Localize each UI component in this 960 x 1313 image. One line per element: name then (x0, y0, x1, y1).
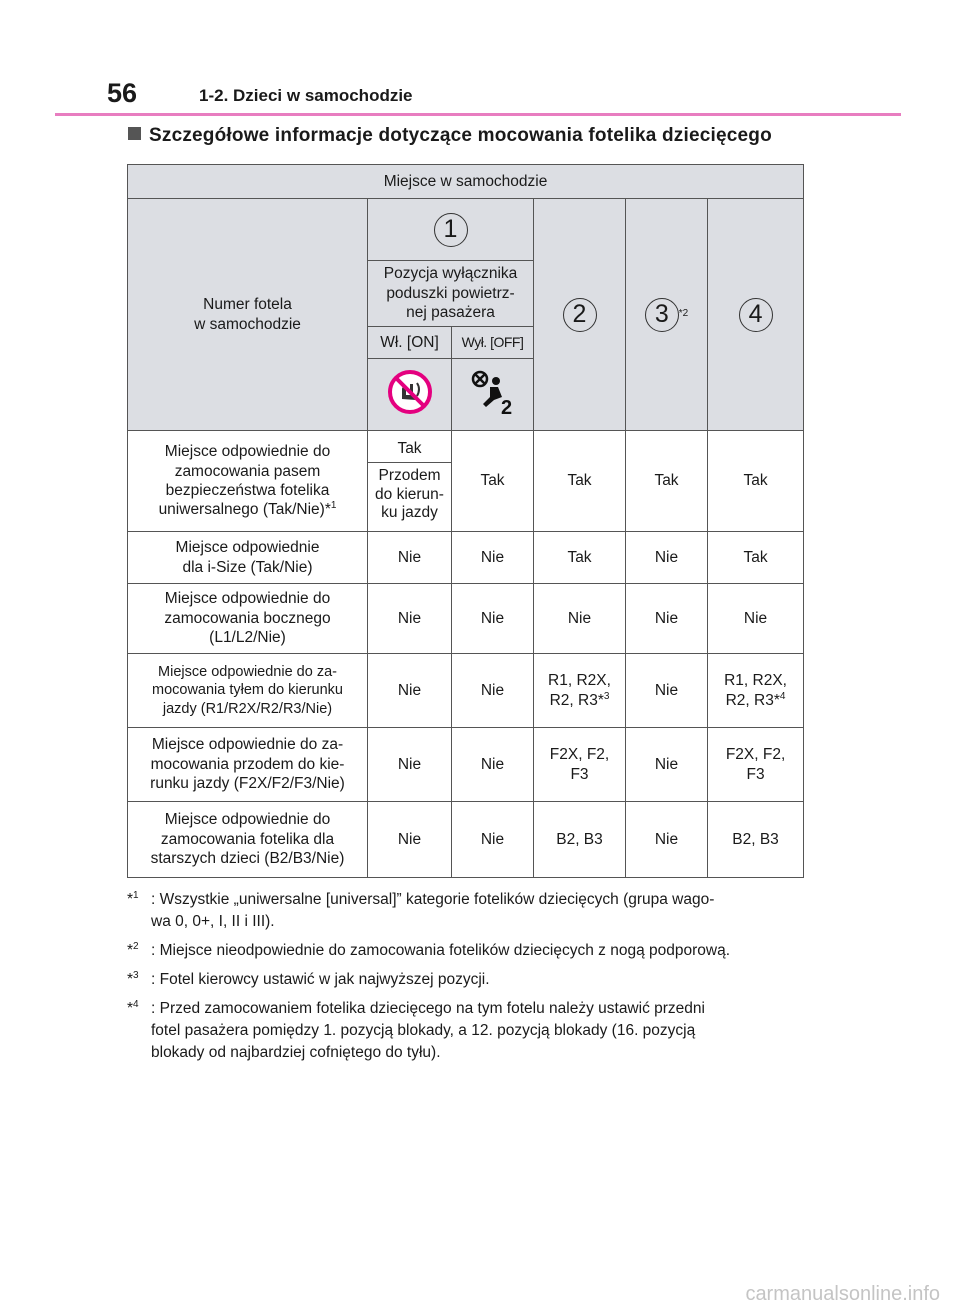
row-label: Miejsce odpowiednie do zamocowania fotelika dla starszych dzieci (B2/B3/Nie) (128, 802, 368, 878)
page-number: 56 (107, 78, 138, 108)
cell-seat2: B2, B3 (534, 802, 626, 878)
section-title: 1-2. Dzieci w samochodzie (199, 86, 413, 105)
watermark: carmanualsonline.info (745, 1283, 940, 1305)
seat-3-number: 3 (645, 298, 679, 332)
seat-number-label: Numer fotela w samochodzie (128, 199, 368, 431)
cell-seat1-off: Nie (452, 802, 534, 878)
cell-seat3: Tak (626, 431, 708, 532)
cell-seat1-off: Tak (452, 431, 534, 532)
heading-text: Szczegółowe informacje dotyczące mocowania fotelika dziecięcego (149, 125, 772, 146)
cell-seat1-off: Nie (452, 654, 534, 728)
cell-seat4: Tak (708, 431, 804, 532)
row-label: Miejsce odpowiednie do zamocowania bocznego (L1/L2/Nie) (128, 584, 368, 654)
switch-off-label: Wył. [OFF] (452, 327, 534, 359)
cell-seat1-on: Nie (368, 654, 452, 728)
cell-seat3: Nie (626, 802, 708, 878)
seat-1-number: 1 (434, 213, 468, 247)
cell-seat2: Nie (534, 584, 626, 654)
seat-3-header (626, 199, 708, 431)
table-top-header: Miejsce w samochodzie (128, 165, 804, 199)
cell-seat4: Tak (708, 532, 804, 584)
cell-seat2: F2X, F2, F3 (534, 728, 626, 802)
cell-seat3: Nie (626, 728, 708, 802)
row-label: Miejsce odpowiednie do za- mocowania tyłem do kierunku jazdy (R1/R2X/R2/R3/Nie) (128, 654, 368, 728)
airbag-off-icon (468, 367, 518, 417)
airbag-off-icon-cell (452, 359, 534, 431)
seat-2-header (534, 199, 626, 431)
seat-4-number: 4 (739, 298, 773, 332)
switch-on-label: Wł. [ON] (368, 327, 452, 359)
seat-table (127, 164, 804, 878)
row-label: Miejsce odpowiednie do zamocowania pasem bezpieczeństwa fotelika uniwersalnego (Tak/Nie)*$^1$ (128, 431, 368, 532)
cell-seat2: R1, R2X, R2, R3*$^3$ (534, 654, 626, 728)
seat-2-number: 2 (563, 298, 597, 332)
row-label: Miejsce odpowiednie dla i-Size (Tak/Nie) (128, 532, 368, 584)
header-rule (55, 113, 901, 116)
table-row (128, 532, 804, 584)
cell-seat3: Nie (626, 532, 708, 584)
cell-seat1-on: Nie (368, 584, 452, 654)
footnote-2: *$^2$ : Miejsce nieodpowiednie do zamocowania fotelików dziecięcych z nogą podporową. (127, 940, 731, 959)
seat-3-marker: *2 (678, 307, 689, 319)
airbag-off-digit: 2 (500, 396, 512, 417)
table-row (128, 431, 804, 532)
cell-seat1-off: Nie (452, 728, 534, 802)
airbag-on-crossed-icon (387, 369, 433, 415)
cell-seat4: F2X, F2, F3 (708, 728, 804, 802)
cell-seat1-on: Nie (368, 532, 452, 584)
seat-4-header (708, 199, 804, 431)
cell-seat2: Tak (534, 431, 626, 532)
table-row (128, 584, 804, 654)
switch-position-label: Pozycja wyłącznika poduszki powietrz- nej pasażera (368, 261, 534, 327)
table-row (128, 728, 804, 802)
page-heading (128, 125, 772, 147)
cell-seat3: Nie (626, 654, 708, 728)
footnote-1: *$^1$ : Wszystkie „uniwersalne [universal]” kategorie fotelików dziecięcych (grupa wago- wa 0, 0+, I, II i III). (127, 889, 715, 930)
cell-seat2: Tak (534, 532, 626, 584)
footnote-3: *$^3$ : Fotel kierowcy ustawić w jak najwyższej pozycji. (127, 969, 490, 988)
airbag-on-icon-cell (368, 359, 452, 431)
footnote-4: *$^4$ : Przed zamocowaniem fotelika dziecięcego na tym fotelu należy ustawić przedni fotel pasażera pomiędzy 1. pozycją blokady, a 12. pozycją blokady (16. pozycją blokady od najbardziej cofniętego do tyłu). (127, 998, 705, 1061)
cell-seat4: B2, B3 (708, 802, 804, 878)
table-row (128, 654, 804, 728)
seat-1-header (368, 199, 534, 261)
cell-seat4: Nie (708, 584, 804, 654)
cell-seat1-off: Nie (452, 532, 534, 584)
cell-seat1-on: Nie (368, 802, 452, 878)
table-row (128, 802, 804, 878)
cell-seat1-on: Nie (368, 728, 452, 802)
cell-seat1-off: Nie (452, 584, 534, 654)
cell-seat3: Nie (626, 584, 708, 654)
cell-seat4: R1, R2X, R2, R3*$^4$ (708, 654, 804, 728)
cell-seat1-on: Tak Przodem do kierun- ku jazdy (368, 431, 452, 532)
square-bullet-icon (128, 127, 141, 140)
row-label: Miejsce odpowiednie do za- mocowania przodem do kie- runku jazdy (F2X/F2/F3/Nie) (128, 728, 368, 802)
footnotes (127, 889, 807, 1071)
